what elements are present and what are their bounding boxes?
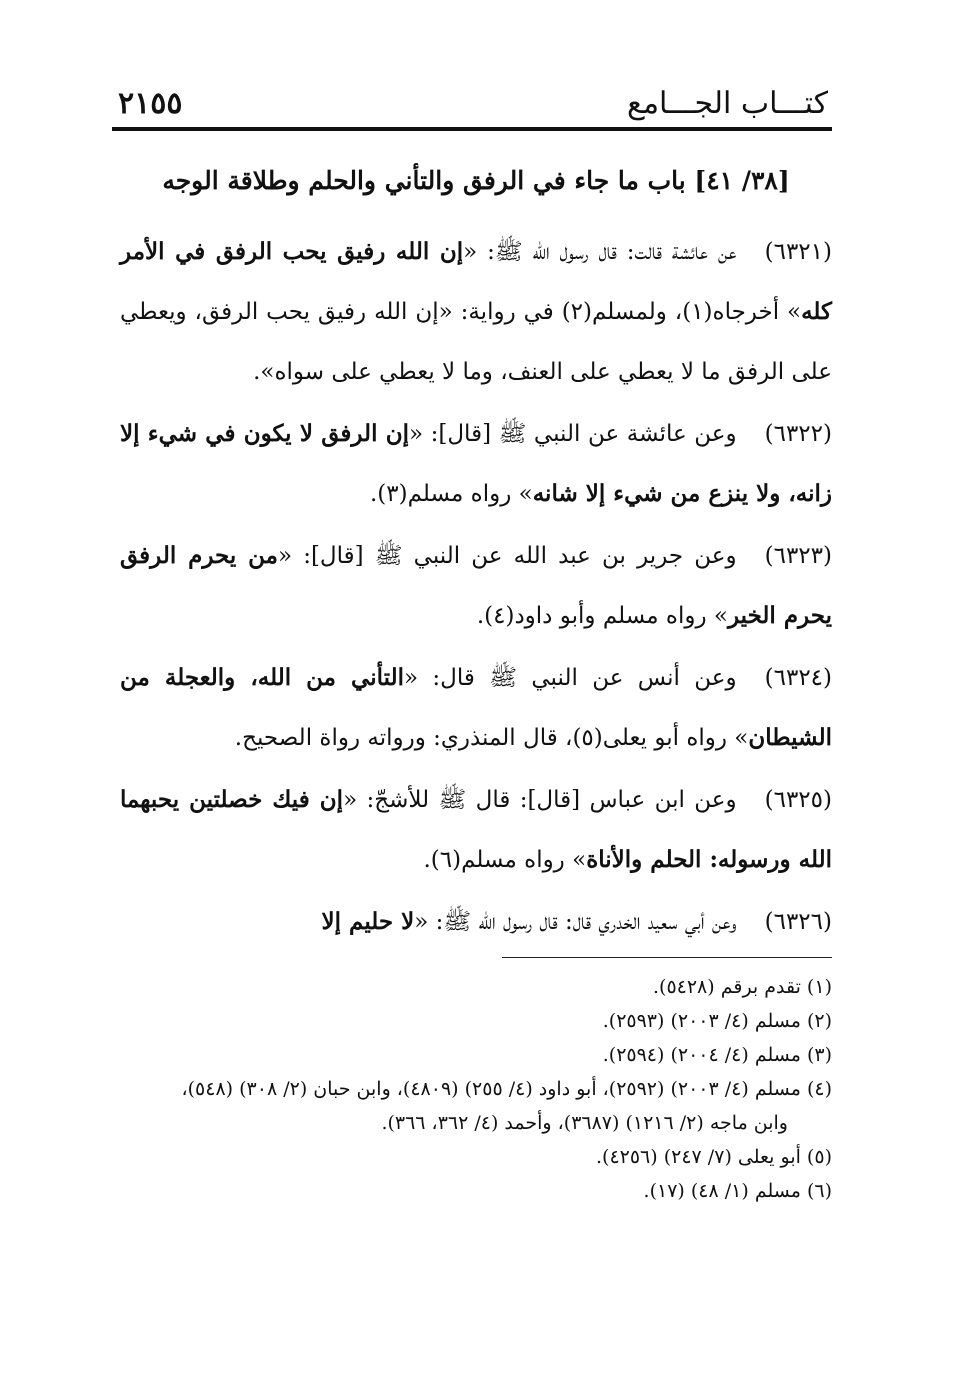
hadith-text-start: وعن عائشة عن النبي ﷺ [قال]: « — [409, 421, 737, 447]
hadith-entry — [120, 222, 832, 402]
hadith-text-start: عن عائشة قالت: قال رسول الله ﷺ: « — [463, 239, 737, 265]
footnote: (٥) أبو يعلى (٧/ ٢٤٧) (٤٢٥٦). — [595, 1146, 832, 1168]
hadith-quote: من يحرم الرفق يحرم الخير — [120, 542, 832, 629]
hadith-quote: إن فيك خصلتين يحبهما الله ورسوله: الحلم والأناة — [120, 786, 832, 873]
hadith-text-end: » رواه أبو يعلى(٥)، قال المنذري: ورواته رواة الصحيح. — [234, 725, 749, 751]
header-rule — [112, 127, 832, 131]
hadith-entry — [120, 892, 832, 952]
hadith-quote: التأني من الله، والعجلة من الشيطان — [120, 664, 832, 751]
footnotes — [110, 970, 832, 1208]
hadith-text-start: وعن ابن عباس [قال]: قال ﷺ للأشجّ: « — [343, 787, 737, 813]
hadith-entry — [120, 648, 832, 768]
hadith-entry — [120, 404, 832, 524]
hadith-entry — [120, 526, 832, 646]
hadith-quote: إن الله رفيق يحب الرفق في الأمر كله — [120, 238, 832, 325]
hadith-number: (٦٣٢٣) — [764, 543, 832, 569]
hadith-text-end: » رواه مسلم(٦). — [423, 847, 587, 873]
page-number: ٢١٥٥ — [118, 86, 183, 121]
hadith-text-end: » أخرجاه(١)، ولمسلم(٢) في رواية: «إن الله رفيق يحب الرفق، ويعطي على الرفق ما لا يعطي على العنف، وما لا يعطي على سواه». — [120, 299, 832, 385]
hadith-text-end: » رواه مسلم(٣). — [369, 481, 533, 507]
hadith-quote: إن الرفق لا يكون في شيء إلا زانه، ولا ينزع من شيء إلا شانه — [120, 420, 832, 507]
footnote: (٢) مسلم (٤/ ٢٠٠٣) (٢٥٩٣). — [602, 1010, 832, 1032]
body-text — [120, 222, 832, 954]
hadith-text-start: وعن أنس عن النبي ﷺ قال: « — [403, 665, 737, 691]
hadith-text-end: » رواه مسلم وأبو داود(٤). — [476, 603, 728, 629]
hadith-number: (٦٣٢٦) — [764, 909, 832, 935]
book-title: كتـــاب الجـــامع — [626, 86, 828, 121]
hadith-text-start: وعن أبي سعيد الخدري قال: قال رسول الله ﷺ: « — [414, 909, 737, 935]
footnote: (٣) مسلم (٤/ ٢٠٠٤) (٢٥٩٤). — [602, 1044, 832, 1066]
hadith-entry — [120, 770, 832, 890]
hadith-text-start: وعن جرير بن عبد الله عن النبي ﷺ [قال]: « — [277, 543, 737, 569]
footnote-rule — [502, 957, 832, 958]
footnote: (١) تقدم برقم (٥٤٢٨). — [652, 976, 832, 998]
hadith-number: (٦٣٢٤) — [764, 665, 833, 691]
hadith-number: (٦٣٢١) — [764, 239, 832, 265]
hadith-quote: لا حليم إلا — [321, 908, 415, 935]
footnote: (٤) مسلم (٤/ ٢٠٠٣) (٢٥٩٢)، أبو داود (٤/ ٢٥٥) (٤٨٠٩)، وابن حبان (٢/ ٣٠٨) (٥٤٨)، — [181, 1078, 832, 1100]
footnote: (٦) مسلم (١/ ٤٨) (١٧). — [643, 1180, 832, 1202]
chapter-heading: [٣٨/ ٤١] باب ما جاء في الرفق والتأني والحلم وطلاقة الوجه — [162, 166, 790, 195]
hadith-number: (٦٣٢٢) — [764, 421, 832, 447]
hadith-number: (٦٣٢٥) — [764, 787, 832, 813]
running-head — [118, 86, 828, 126]
footnote-continuation: وابن ماجه (٢/ ١٢١٦) (٣٦٨٧)، وأحمد (٤/ ٣٦٢، ٣٦٦). — [381, 1112, 788, 1134]
